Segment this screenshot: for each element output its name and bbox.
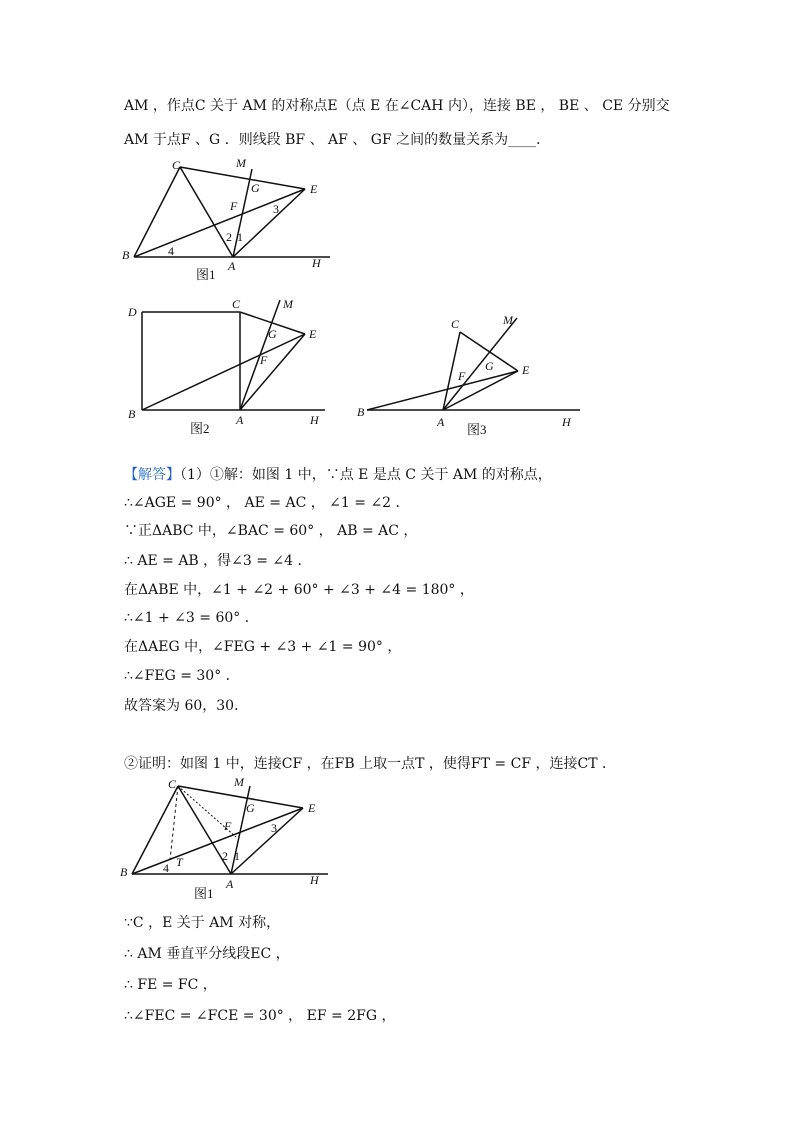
point-t-label: T (176, 855, 183, 869)
point-m-label: M (503, 313, 513, 327)
solution-line-4: ∴ AE = AB ，得∠3 = ∠4 ． (124, 553, 312, 569)
proof-line-1: ②证明：如图 1 中，连接CF ，在FB 上取一点T ，使得FT = CF ，连接CT ． (124, 756, 616, 772)
problem-line-1: AM ，作点C 关于 AM 的对称点E（点 E 在∠CAH 内），连接 BE ， BE 、 CE 分别交 (124, 98, 670, 114)
point-m-label: M (283, 297, 293, 311)
solution-line-6: ∴∠1 + ∠3 = 60° ． (124, 610, 259, 626)
proof-line-5: ∴∠FEC = ∠FCE = 30° ， EF = 2FG ， (124, 1008, 396, 1024)
point-a-label: A (236, 413, 244, 427)
point-d-label: D (128, 305, 137, 319)
angle-2-label: 2 (226, 230, 232, 244)
angle-2-label: 2 (222, 849, 228, 863)
solution-line-8: ∴∠FEG = 30° ． (124, 668, 240, 684)
point-c-label: C (172, 158, 181, 172)
figure-2 (120, 292, 340, 437)
angle-4-label: 4 (163, 861, 169, 875)
figure-3-caption: 图3 (467, 422, 487, 437)
point-f-label: F (260, 353, 268, 367)
point-c-label: C (232, 297, 241, 311)
point-m-label: M (234, 775, 244, 789)
solution-line-7: 在ΔAEG 中，∠FEG + ∠3 + ∠1 = 90° ， (124, 639, 402, 655)
point-a-label: A (228, 259, 236, 273)
point-m-label: M (236, 156, 246, 170)
figure-4 (118, 774, 338, 904)
proof-line-2: ∵C ，E 关于 AM 对称， (124, 915, 281, 931)
point-c-label: C (451, 317, 460, 331)
point-e-label: E (308, 801, 316, 815)
figure-3 (355, 308, 590, 438)
point-e-label: E (310, 182, 318, 196)
point-g-label: G (251, 181, 260, 195)
point-e-label: E (309, 327, 317, 341)
solution-line-1 (124, 465, 552, 485)
solution-line-3: ∵正ΔABC 中，∠BAC = 60° ， AB = AC ， (124, 523, 418, 539)
point-b-label: B (357, 405, 365, 419)
point-g-label: G (485, 359, 494, 373)
figure-4-caption: 图1 (194, 886, 214, 901)
figure-1-caption: 图1 (196, 267, 216, 282)
point-h-label: H (310, 873, 319, 887)
point-c-label: C (168, 777, 177, 791)
point-g-label: G (268, 327, 277, 341)
point-a-label: A (226, 877, 234, 891)
problem-line-2: AM 于点F 、G ．则线段 BF 、 AF 、 GF 之间的数量关系为____． (124, 132, 551, 148)
solution-tag: 【解答】 (124, 467, 180, 483)
solution-line-2: ∴∠AGE = 90° ， AE = AC ， ∠1 = ∠2 ． (124, 495, 410, 511)
figure-2-caption: 图2 (190, 421, 210, 436)
solution-line-9: 故答案为 60，30． (124, 698, 249, 714)
angle-3-label: 3 (273, 202, 279, 216)
point-f-label: F (230, 199, 238, 213)
angle-1-label: 1 (234, 849, 240, 863)
point-h-label: H (310, 413, 319, 427)
angle-3-label: 3 (271, 821, 277, 835)
point-b-label: B (122, 248, 130, 262)
figure-1 (120, 155, 340, 285)
point-e-label: E (522, 363, 530, 377)
proof-line-3: ∴ AM 垂直平分线段EC ， (124, 946, 290, 962)
point-g-label: G (246, 801, 255, 815)
point-f-label: F (224, 819, 232, 833)
solution-line-1-text: （1）①解：如图 1 中，∵点 E 是点 C 关于 AM 的对称点， (180, 467, 552, 483)
point-f-label: F (458, 369, 466, 383)
proof-line-4: ∴ FE = FC ， (124, 977, 217, 993)
angle-1-label: 1 (237, 230, 243, 244)
point-b-label: B (120, 865, 128, 879)
point-h-label: H (562, 415, 571, 429)
point-h-label: H (312, 256, 321, 270)
point-a-label: A (437, 415, 445, 429)
angle-4-label: 4 (168, 244, 174, 258)
solution-line-5: 在ΔABE 中，∠1 + ∠2 + 60° + ∠3 + ∠4 = 180° ， (124, 582, 474, 598)
point-b-label: B (128, 407, 136, 421)
